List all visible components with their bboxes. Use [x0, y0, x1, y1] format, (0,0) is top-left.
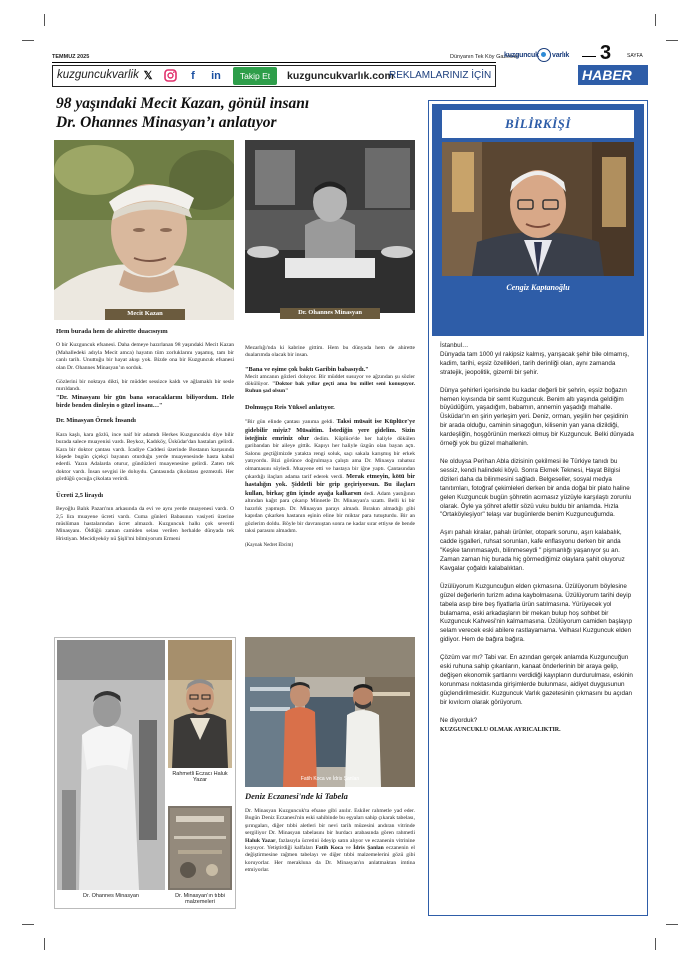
subheading-duaci: Hem burada hem de ahirette duacısıyım [56, 328, 168, 335]
site-handle: kuzguncukvarlik [57, 69, 139, 81]
inline-bold: İdris Şanlan [353, 845, 384, 852]
crop-mark [44, 14, 45, 26]
paragraph: Ne olduysa Perihan Abla dizisinin çekilmesi ile Türkiye tanıdı bu sessiz, kendi halindeki köyü. Sonra Ekmek Teknesi, Hayat Bilgisi dizileri daha da bilinmesini sağladı. Belgeseller, sosyal medya tanıtımları, fotoğraf çekimleleri derken bir anda doğal bir plato haline gelen Kuzguncuk bugün şöhretin acımasız yüzüyle karşılaştı zorunlu olarak. Öyle ya şöhret afettir sözü vuku buldu bir anlamda. Hızla "Ortaköyleşiyor" telaşı var bugünlerde benim Kuzguncuğumda. [440, 457, 632, 519]
paragraph: Mezarlığı'nda ki kabrine gittim. Hem bu dünyada hem de ahirette dualarımda olacak bir insan. [245, 345, 415, 359]
site-url[interactable]: kuzguncukvarlık.com [287, 70, 394, 82]
paragraph: Aşırı pahalı kiralar, pahalı ürünler, otopark sorunu, aşırı kalabalık, cadde işgalleri, ruhsat sorunları, kafe enflasyonu derken bir anda "Keşke tanınmasaydı, bilinmeseydi " pişmanlığı yaşanıyor şu an. Zaman zaman hiç burada hiç görmediğimiz olaylara şahit oluyoruz Kavgalar çoğaldı kalabalıktan. [440, 529, 625, 572]
photo-haluk-yazar [168, 640, 232, 768]
crop-mark [22, 924, 34, 925]
paragraph: Ne diyorduk? [440, 716, 478, 724]
page-number: 3 [600, 42, 612, 64]
title-line-2: Dr. Ohannes Minasyan’ı anlatıyor [56, 114, 277, 131]
page-rule [582, 56, 596, 57]
column-label: BİLİRKİŞİ [442, 110, 634, 138]
title-line-1: 98 yaşındaki Mecit Kazan, gönül insanı [56, 95, 310, 112]
inline-bold: Haluk Yazar [245, 837, 276, 844]
inline-text: Mecit amcanın gözleri doluyor. Bir müddet susuyor ve ağzından şu sözler dökülüyor. [245, 373, 415, 388]
top-rule [52, 62, 496, 63]
article-title [56, 94, 416, 132]
follow-button[interactable]: Takip Et [233, 67, 277, 85]
paragraph: O bir Kuzguncuk efsanesi. Daha demeye hazırlanan 98 yaşındaki Mecit Kazan (Mahalledeki adıyla Mecit amca) hayatın tüm zorluklarını yaşamış, tam bir canlı tarih. Unuttuğu bir hayat akışı yok. Bizde ona bir Kuzguncuk efsanesi olan Dr. Ohannes Minasyan’ın sorduk. [56, 342, 234, 371]
quote-bold: "Bana ve eşime çok baktı Garibin babasıydı." [245, 365, 369, 373]
inline-bold: "Doktor bak yıllar geçti ama bu millet seni konuşuyor. Ruhun şad olsun" [245, 381, 415, 395]
photo-mecit-kazan [54, 140, 234, 320]
paragraph: Dünyada tam 1000 yıl rakipsiz kalmış, yarışacak şehir bile olmamış, kadim, tarihi, eşsiz özellikleri, tarih derinliği olan, aynı zamanda stratejik, jeopolitik, gizemli bir şehir. [440, 350, 629, 376]
paper-slogan: Dünyanın Tek Köy Gazetesi [450, 54, 518, 60]
crop-mark [655, 938, 656, 950]
caption-medical-instruments: Dr. Minasyan’ın tıbbi malzemeleri [175, 893, 225, 905]
inline-text: dedim. Küplüce'de her haliyle dökülen garibandan bir aileye gittik. Kapıyı her haliyle üzgün olan bayan açtı. Salonu geçtiğimizde yatakta rengi soluk, saçı sakala karışmış bir erkek yatıyordu. Bizi görünce doğrulmaya çalıştı ama Dr. Minasya rahatsız olmamasını söyledi. Muayene etti ve hastaya bir iğne yaptı. Çantasından çıkardığı ilaçları adama tarif ederek verdi. [245, 436, 415, 481]
caption-dr-ohannes-old: Dr. Ohannes Minasyan [83, 893, 139, 899]
instagram-icon[interactable] [163, 69, 177, 83]
article-column-2 [245, 345, 415, 550]
inline-text: , fazlasıyla ücretini ödeyip satın alıyor ve eczanenin vitrinine koyuyor. Yetiştirdiği kalfaları [245, 837, 415, 852]
inline-text: dedi. Adam yastığının altından kağıt para çıkarıp Minnetle Dr. Minasyan'a uzattı. Belli ki bir hazırlık yapmıştı. Dr. Minasyan parayı almadı. Bırakın almadığı gibi kapıdan çıkarken hastanın eşinin eline bir miktar para tutuşturdu. Bir an gözlerim doldu. Böyle bir davranıştan sonra ne kadar sırar ettiyse de bende taksi parasını almadım. [245, 490, 415, 534]
photo-medical-instruments [168, 806, 232, 890]
paragraph [245, 808, 415, 875]
photo-dr-ohannes-minasyan [245, 140, 415, 313]
linkedin-icon[interactable]: in [211, 70, 221, 82]
paragraph: Gözlerini bir noktaya dikti, bir müddet sessizce kaldı ve ağlamaklı bir sesle mırıldandı. [56, 379, 234, 393]
source-note: (Kaynak Nedret Ebcim) [245, 543, 294, 549]
globe-logo-icon [537, 48, 551, 62]
author-name: Cengiz Kaptanoğlu [442, 276, 634, 300]
paragraph: Çözüm var mı? Tabi var. En azından gerçek anlamda Kuzguncuğun eski ruhuna sahip çıkanların, kanaat önderlerinin bir araya gelip, değişen ekonomik şartlarını verdidiği kayıpların durdurulması, eskinin korunması noktasında girişimlerde bulunması, aidiyet duygusunun güçlendirilmesidir. Kuzguncuk Varlık gazetesinin çıkmasını bu açıdan bir kıvılcım olarak görüyorum. [440, 654, 633, 706]
subheading-ucret: Ücreti 2,5 liraydı [56, 491, 103, 499]
caption-mecit-kazan: Mecit Kazan [105, 309, 185, 320]
paragraph: İstanbul… [440, 342, 469, 349]
facebook-icon[interactable]: f [191, 70, 195, 82]
photo-dr-ohannes-old [57, 640, 165, 890]
page-label: SAYFA [627, 53, 643, 59]
paragraph: Beyoğlu Balık Pazarı'nın arkasında da evi ve aynı yerde muayenesi vardı. O 2,5 lira muayene ücreti vardı. Cuma günleri Babasının vasiyeti üzerine müslüman hastalarından ücret almazdı. Kuzguncuk halkı çok severdi Minasyanı. Öldüğü zaman camiden selası verilen herhalde dünyada tek Hristiyan. Mecidiyeköy nü Şişli'mi bilmiyorum Ermeni [56, 506, 234, 542]
page-brand [504, 42, 648, 66]
paragraph: Üzülüyorum Kuzguncuğun elden çıkmasına. Üzülüyorum böylesine güzel değerlerin turizm adına kaybolmasına. Üzülüyorum tarihi deyip tabela asıp bire beş fiyatlarla ürün satılmasına. Yürüyecek yol bulamama, eski arkadaşların bir mekan bulup hoş sohbet bir Kuzguncuk Kahvesi'nin kalmamasına. Üzülüyorum camiden başlayıp selam verecek eski abilere rastlayamama. Velhasıl Kuzguncuk elden gidiyor. Hem de bağıra bağıra. [440, 582, 632, 644]
paragraph: Kara kaşlı, kara gözlü, ince naif bir adamdı Herkes Kuzguncuklu diye bilir burada salece muayenisi vardı. Beykoz, Kadıköy, Üsküdar'dan hastaları gelirdi. Kara bir doktor çantası vardı. İcadiye Caddesi üzerinde Bostanın karşısında köşede bugün çiçekçi bayanın oturduğu yerde muayenesinde hasta kabul ederdi. Yazın Adalarda oturur, gündüzleri muayenesine gelirdi. Zaten tek doktor vardı. İnsan sevgisi ile doluydu. Çantasında çikolatası gezmezdi. Her gördüğü çocuğa çikolata verirdi. [56, 431, 234, 483]
paragraph [245, 418, 415, 535]
brand-logo-text: kuzguncuk [504, 52, 539, 59]
photo-fatih-koca-idris-sanlan [245, 637, 415, 787]
caption-dr-ohannes: Dr. Ohannes Minasyan [280, 308, 380, 319]
inline-text: ve [345, 845, 351, 852]
crop-mark [666, 40, 678, 41]
closing-slogan: KUZGUNCUKLU OLMAK AYRICALIKTIR. [440, 726, 561, 733]
paragraph [245, 374, 415, 396]
inline-text: "Bir gün elinde çantası yanıma geldi. [245, 419, 335, 426]
subheading-ornek-insan: Dr. Minasyan Örnek İnsandı [56, 417, 136, 425]
x-icon[interactable]: 𝕏 [143, 70, 153, 82]
quote-bold: "Dr. Minasyanı bir gün bana soracaklarını biliyordum. Hele birde benden dinleyin o güzel insanı…" [56, 393, 234, 409]
photo-cengiz-kaptanoglu [442, 142, 634, 276]
crop-mark [22, 40, 34, 41]
subheading-dolmuscu: Dolmuşçu Reis Yüksel anlatıyor. [245, 403, 335, 411]
section-label: HABER [578, 65, 648, 85]
caption-haluk-yazar: Rahmetli Eczacı Haluk Yazar [172, 771, 228, 783]
crop-mark [655, 14, 656, 26]
article-column-3 [245, 791, 415, 875]
subheading-deniz-eczanesi: Deniz Eczanesi'nde ki Tabela [245, 791, 348, 801]
inline-bold: Taksi müsait ise Küplüce'ye gidebilir miyiz? Müsaitim. İstediğin yere gidelim. Sizin isteğiniz emriniz olur [245, 418, 415, 443]
caption-fatih-idris: Fatih Koca ve İdris Şanlan [300, 776, 360, 782]
inline-bold: Fatih Koca [315, 845, 344, 852]
issue-date: TEMMUZ 2025 [52, 54, 90, 60]
opinion-column-text [440, 342, 636, 734]
article-column-1 [56, 328, 234, 543]
crop-mark [666, 924, 678, 925]
ads-label: REKLAMLARINIZ İÇİN [389, 70, 492, 81]
inline-bold: Merak etmeyin, kötü bir hastalığın yok. Şiddetli bir grip geçiriyorsun. Bu ilaçları kullan, birkaç gün içinde ayağa kalkarsın [245, 473, 415, 497]
crop-mark [44, 938, 45, 950]
inline-text: eczanenin el değiştirmesine rağmen tabelayı ve diğer tıbbi malzemelerini gözü gibi koruyorlar. Her merakluna da Dr. Minasyan'ın anlatmaktan imtina etmiyorlar. [245, 845, 415, 874]
brand-logo-text-2: varlık [552, 52, 570, 59]
inline-text: Dr. Minasyan Kuzguncuk'ta efsane gibi anılır. Eskiler rahmetle yad eder. Bugün Deniz Eczanesi'nin eski sahibinde bu eşyaları sahip çıkarak tabelası, şırıngaları, diğer tıbbi aletleri bir nevi tarih müzesini andıran vitrinde sergiliyor Dr. Minasyan tabelasını bir hurdacı arabasında gören rahmetli [245, 808, 415, 837]
header-bar [52, 65, 496, 87]
paragraph: Dünya şehirleri içerisinde bu kadar değerli bir şehrin, eşsiz boğazın hemen kıyısında bir semt Kuzguncuk. Benim altı yaşında geldiğim büyüdüğüm, yaşadığım, babamın, annemin yaşadığı mahalle. Üsküdar'ın en şirin yerleşim yeri. Deniz, orman, yeşilin her çeşidinin bir arada olduğu, caminin sinagoğun, kilisenin yan yana dizildiği, kardeşliğin, hoşgörünün merkezi olmuş bir Kuzguncuk. Belki dünyada örneği yok bu güzel mahallenin. [440, 386, 634, 448]
